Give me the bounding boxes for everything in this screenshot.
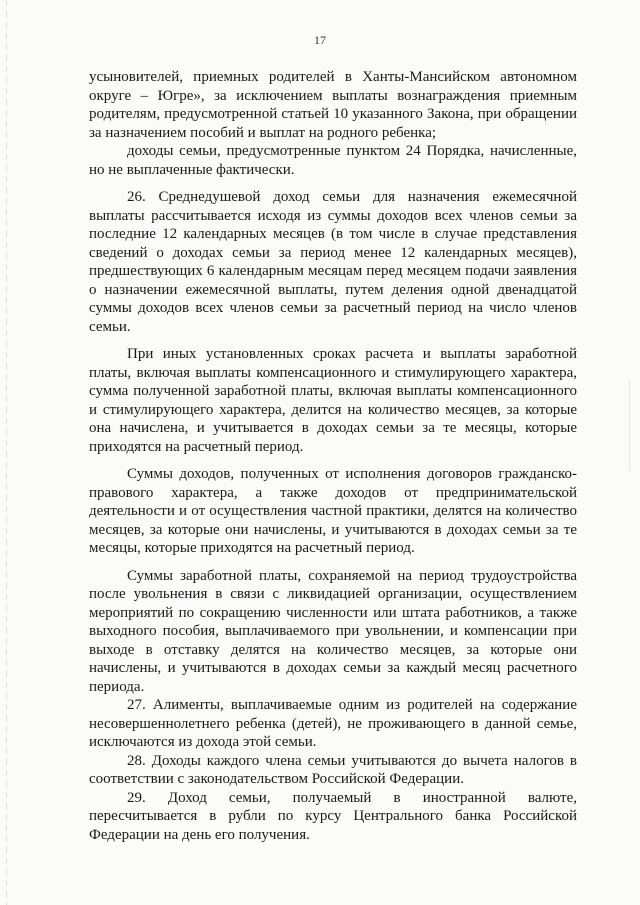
- scan-edge-artifact-right: [629, 380, 630, 470]
- paragraph: Суммы заработной платы, сохраняемой на период трудоустройства после увольнения в связи с ликвидацией организации, осуществлением мероприятий по сокращению численности или штата работников, а также выходного пособия, выплачиваемого при увольнении, и компенсации при выходе в отставку делятся на количество месяцев, за которые они начислены, и учитываются в доходах семьи за каждый месяц расчетного периода.: [89, 567, 577, 695]
- paragraph: При иных установленных сроках расчета и выплаты заработной платы, включая выплаты компенсационного и стимулирующего характера, сумма полученной заработной платы, включая выплаты компенсационного и стимулирующего характера, делится на количество месяцев, за которые она начислена, и учитывается в доходах семьи за те месяцы, которые приходятся на расчетный период.: [89, 346, 577, 455]
- document-body: [89, 68, 577, 844]
- scan-edge-artifact: [6, 0, 7, 905]
- paragraph-27: 27. Алименты, выплачиваемые одним из родителей на содержание несовершеннолетнего ребенка (детей), не проживающего в данной семье, исключаются из дохода этой семьи.: [89, 697, 577, 750]
- paragraph-28: 28. Доходы каждого члена семьи учитываются до вычета налогов в соответствии с законодательством Российской Федерации.: [89, 752, 577, 787]
- page-number: 17: [314, 33, 326, 47]
- paragraph-26: 26. Среднедушевой доход семьи для назначения ежемесячной выплаты рассчитывается исходя из суммы доходов всех членов семьи за последние 12 календарных месяцев (в том числе в случае представления сведений о доходах семьи за период менее 12 календарных месяцев), предшествующих 6 календарным месяцам перед месяцем подачи заявления о назначении ежемесячной выплаты, путем деления одной двенадцатой суммы доходов всех членов семьи за расчетный период на число членов семьи.: [89, 189, 577, 335]
- paragraph: доходы семьи, предусмотренные пунктом 24 Порядка, начисленные, но не выплаченные фактически.: [89, 143, 577, 178]
- paragraph: Суммы доходов, полученных от исполнения договоров гражданско-правового характера, а также доходов от предпринимательской деятельности и от осуществления частной практики, делятся на количество месяцев, за которые они начислены, и учитываются в доходах семьи за те месяцы, которые приходятся на расчетный период.: [89, 466, 577, 556]
- paragraph: усыновителей, приемных родителей в Ханты-Мансийском автономном округе – Югре», за исключением выплаты вознаграждения приемным родителям, предусмотренной статьей 10 указанного Закона, при обращении за назначением пособий и выплат на родного ребенка;: [89, 69, 577, 141]
- paragraph-29: 29. Доход семьи, получаемый в иностранной валюте, пересчитывается в рубли по курсу Центрального банка Российской Федерации на день его получения.: [89, 789, 577, 843]
